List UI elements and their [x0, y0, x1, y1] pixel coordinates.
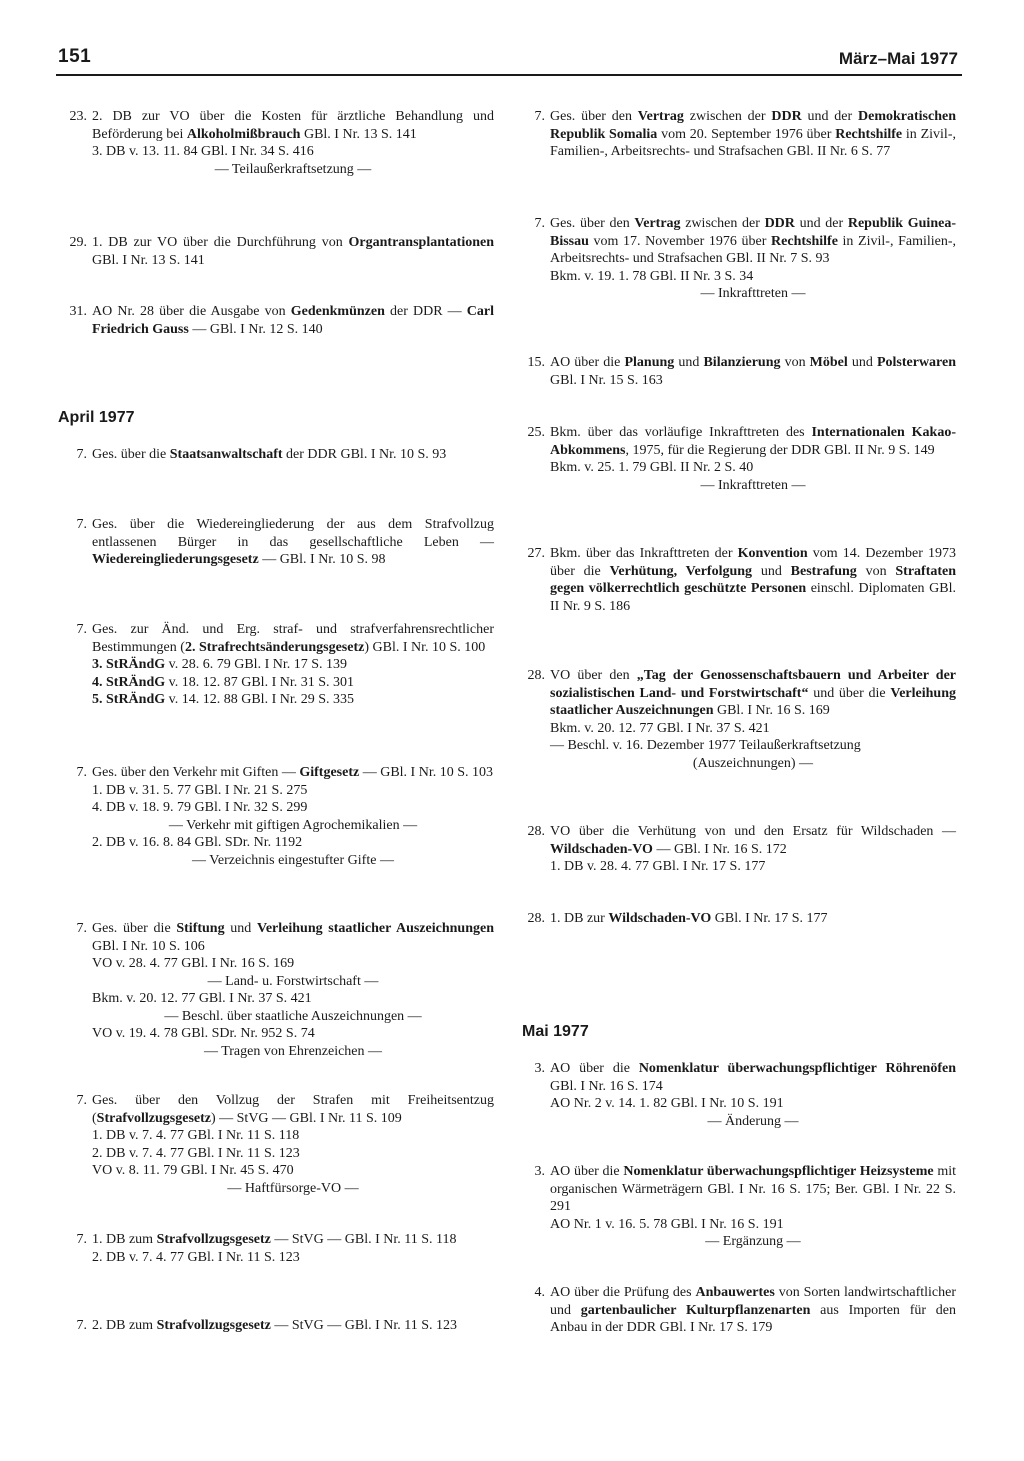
entry-reference-line: — Beschl. v. 16. Dezember 1977 Teilaußerkraftsetzung: [550, 738, 861, 753]
entry-note: — Inkrafttreten —: [700, 286, 806, 301]
entry-day-number: 27.: [527, 546, 545, 561]
entry-text: VO über die Verhütung von und den Ersatz für Wildschaden — Wildschaden-VO — GBl. I Nr. 16 S. 172: [550, 824, 956, 857]
law-entry: [76, 621, 494, 709]
entry-text: 1. DB zur Wildschaden-VO GBl. I Nr. 17 S. 177: [550, 911, 828, 926]
entry-text: Ges. über den Vollzug der Strafen mit Freiheitsentzug (Strafvollzugsgesetz) — StVG — GBl. I Nr. 11 S. 109: [92, 1093, 494, 1126]
law-entry: [76, 1317, 494, 1335]
entry-text: AO über die Nomenklatur überwachungspflichtiger Heizsysteme mit organischen Wärmeträgern GBl. I Nr. 16 S. 175; Ber. GBl. I Nr. 22 S. 291: [550, 1164, 956, 1214]
entry-note: — Tragen von Ehrenzeichen —: [203, 1043, 383, 1059]
law-entry: [76, 516, 494, 569]
entry-reference-line: 3. DB v. 13. 11. 84 GBl. I Nr. 34 S. 416: [92, 144, 314, 159]
entry-note: (Auszeichnungen) —: [692, 755, 814, 771]
entry-day-number: 29.: [69, 235, 87, 250]
entry-day-number: 3.: [534, 1061, 545, 1076]
entry-text: 1. DB zur VO über die Durchführung von Organtransplantationen GBl. I Nr. 13 S. 141: [92, 235, 494, 268]
entry-text: Ges. über die Stiftung und Verleihung staatlicher Auszeichnungen GBl. I Nr. 10 S. 106: [92, 921, 494, 954]
entry-reference-line: VO v. 8. 11. 79 GBl. I Nr. 45 S. 470: [92, 1163, 294, 1178]
entry-reference-line: AO Nr. 1 v. 16. 5. 78 GBl. I Nr. 16 S. 191: [550, 1216, 784, 1232]
entry-day-number: 7.: [76, 1232, 87, 1247]
entry-text: AO über die Planung und Bilanzierung von Möbel und Polsterwaren GBl. I Nr. 15 S. 163: [550, 355, 957, 388]
entry-reference-line: 1. DB v. 31. 5. 77 GBl. I Nr. 21 S. 275: [92, 782, 308, 798]
entry-reference-line: 5. StRÄndG v. 14. 12. 88 GBl. I Nr. 29 S. 335: [92, 692, 355, 707]
entry-day-number: 4.: [534, 1285, 545, 1300]
entry-text: Ges. über die Staatsanwaltschaft der DDR GBl. I Nr. 10 S. 93: [92, 447, 447, 462]
entry-day-number: 25.: [527, 425, 545, 440]
entry-day-number: 7.: [76, 1318, 87, 1333]
entry-day-number: 28.: [527, 824, 545, 839]
law-entry: [534, 215, 956, 303]
law-entry: [527, 545, 957, 615]
law-entry: [527, 667, 956, 772]
entry-day-number: 7.: [534, 109, 545, 124]
entry-reference-line: VO v. 28. 4. 77 GBl. I Nr. 16 S. 169: [92, 956, 295, 971]
law-entry: [527, 910, 956, 928]
entry-text: Ges. über den Vertrag zwischen der DDR und der Republik Guinea-Bissau vom 17. November 1976 über Rechtshilfe in Zivil-, Familien-, Arbeitsrechts- und Strafsachen GBl. II Nr. 7 S. 93: [550, 216, 956, 266]
section-heading: April 1977: [58, 409, 135, 426]
entry-text: VO über den „Tag der Genossenschaftsbauern und Arbeiter der sozialistischen Land- und Forstwirtschaft“ und über die Verleihung staatlicher Auszeichnungen GBl. I Nr. 16 S. 169: [550, 668, 956, 718]
law-entry: [76, 1092, 494, 1197]
law-entry: [527, 823, 956, 876]
entry-reference-line: Bkm. v. 20. 12. 77 GBl. I Nr. 37 S. 421: [550, 720, 770, 736]
law-entry: [527, 424, 956, 494]
law-entry: [527, 354, 957, 389]
entry-day-number: 28.: [527, 911, 545, 926]
entry-day-number: 7.: [534, 216, 545, 231]
law-entry: [76, 920, 494, 1060]
entry-day-number: 7.: [76, 1093, 87, 1108]
entry-text: AO über die Nomenklatur überwachungspflichtiger Röhrenöfen GBl. I Nr. 16 S. 174: [550, 1061, 957, 1094]
page-number: 151: [58, 46, 92, 67]
entry-day-number: 3.: [534, 1164, 545, 1179]
entry-note: — Verkehr mit giftigen Agrochemikalien —: [168, 817, 418, 833]
entry-day-number: 28.: [527, 668, 545, 683]
entry-text: AO über die Prüfung des Anbauwertes von Sorten landwirtschaftlicher und gartenbaulicher Kulturpflanzenarten aus Importen für den Anbau in der DDR GBl. I Nr. 17 S. 179: [550, 1285, 957, 1335]
law-entry: [76, 1231, 494, 1266]
entry-reference-line: Bkm. v. 25. 1. 79 GBl. II Nr. 2 S. 40: [550, 460, 754, 475]
entry-day-number: 15.: [527, 355, 545, 370]
entry-text: 2. DB zum Strafvollzugsgesetz — StVG — GBl. I Nr. 11 S. 123: [92, 1318, 458, 1333]
entry-text: Bkm. über das Inkrafttreten der Konvention vom 14. Dezember 1973 über die Verhütung, Verfolgung und Bestrafung von Straftaten gegen völkerrechtlich geschützte Personen einschl. Diplomaten GBl. II Nr. 9 S. 186: [550, 546, 957, 614]
entry-text: Ges. über den Verkehr mit Giften — Giftgesetz — GBl. I Nr. 10 S. 103: [92, 765, 494, 780]
entry-day-number: 7.: [76, 622, 87, 637]
entry-text: 2. DB zur VO über die Kosten für ärztliche Behandlung und Beförderung bei Alkoholmißbrauch GBl. I Nr. 13 S. 141: [92, 109, 494, 142]
law-entry: [76, 764, 494, 869]
entry-day-number: 23.: [69, 109, 87, 124]
entry-day-number: 7.: [76, 517, 87, 532]
law-entry: [534, 1163, 956, 1251]
entry-day-number: 7.: [76, 921, 87, 936]
entry-reference-line: 3. StRÄndG v. 28. 6. 79 GBl. I Nr. 17 S. 139: [92, 657, 348, 672]
entry-reference-line: 1. DB v. 7. 4. 77 GBl. I Nr. 11 S. 118: [92, 1128, 300, 1143]
entry-text: Ges. über die Wiedereingliederung der aus dem Strafvollzug entlassenen Bürger in das gesellschaftliche Leben — Wiedereingliederungsgesetz — GBl. I Nr. 10 S. 98: [92, 517, 494, 567]
entry-reference-line: 2. DB v. 7. 4. 77 GBl. I Nr. 11 S. 123: [92, 1145, 300, 1161]
entry-reference-line: 1. DB v. 28. 4. 77 GBl. I Nr. 17 S. 177: [550, 859, 766, 874]
entry-text: 1. DB zum Strafvollzugsgesetz — StVG — GBl. I Nr. 11 S. 118: [92, 1232, 457, 1247]
entry-reference-line: 2. DB v. 16. 8. 84 GBl. SDr. Nr. 1192: [92, 835, 303, 850]
entry-reference-line: 4. DB v. 18. 9. 79 GBl. I Nr. 32 S. 299: [92, 800, 308, 815]
entry-text: Bkm. über das vorläufige Inkrafttreten des Internationalen Kakao-Abkommens, 1975, für die Regierung der DDR GBl. II Nr. 9 S. 149: [550, 425, 956, 458]
entry-reference-line: Bkm. v. 20. 12. 77 GBl. I Nr. 37 S. 421: [92, 991, 312, 1006]
section-heading: Mai 1977: [522, 1023, 589, 1040]
law-entry: [534, 108, 956, 161]
header-rule: [56, 74, 962, 76]
entry-text: Ges. zur Änd. und Erg. straf- und strafverfahrensrechtlicher Bestimmungen (2. Strafrechtsänderungsgesetz) GBl. I Nr. 10 S. 100: [92, 622, 494, 655]
law-entry: [69, 108, 494, 178]
entry-text: AO Nr. 28 über die Ausgabe von Gedenkmünzen der DDR — Carl Friedrich Gauss — GBl. I Nr. 12 S. 140: [92, 304, 494, 337]
entry-note: — Haftfürsorge-VO —: [227, 1180, 359, 1196]
entry-note: — Verzeichnis eingestufter Gifte —: [192, 852, 394, 868]
entry-note: — Ergänzung —: [705, 1234, 801, 1249]
entry-day-number: 31.: [69, 304, 87, 319]
law-entry: [534, 1060, 957, 1130]
entry-reference-line: VO v. 19. 4. 78 GBl. SDr. Nr. 952 S. 74: [92, 1026, 315, 1041]
law-entry: [69, 234, 494, 269]
entry-reference-line: 4. StRÄndG v. 18. 12. 87 GBl. I Nr. 31 S. 301: [92, 674, 355, 690]
entry-day-number: 7.: [76, 447, 87, 462]
law-entry: [69, 303, 494, 338]
date-range-header: März–Mai 1977: [838, 49, 958, 68]
entry-text: Ges. über den Vertrag zwischen der DDR und der Demokratischen Republik Somalia vom 20. September 1976 über Rechtshilfe in Zivil-, Familien-, Arbeitsrechts- und Strafsachen GBl. II Nr. 6 S. 77: [550, 109, 956, 159]
entry-note: — Teilaußerkraftsetzung —: [214, 161, 372, 177]
entry-reference-line: AO Nr. 2 v. 14. 1. 82 GBl. I Nr. 10 S. 191: [550, 1096, 784, 1111]
entry-day-number: 7.: [76, 765, 87, 780]
entry-note: — Land- u. Forstwirtschaft —: [207, 973, 379, 989]
law-entry: [76, 446, 494, 464]
entry-reference-line: 2. DB v. 7. 4. 77 GBl. I Nr. 11 S. 123: [92, 1249, 300, 1265]
entry-note: — Änderung —: [707, 1113, 799, 1129]
entry-note: — Beschl. über staatliche Auszeichnungen —: [164, 1008, 422, 1024]
entry-note: — Inkrafttreten —: [700, 477, 806, 493]
entry-reference-line: Bkm. v. 19. 1. 78 GBl. II Nr. 3 S. 34: [550, 268, 754, 284]
law-entry: [534, 1284, 957, 1337]
